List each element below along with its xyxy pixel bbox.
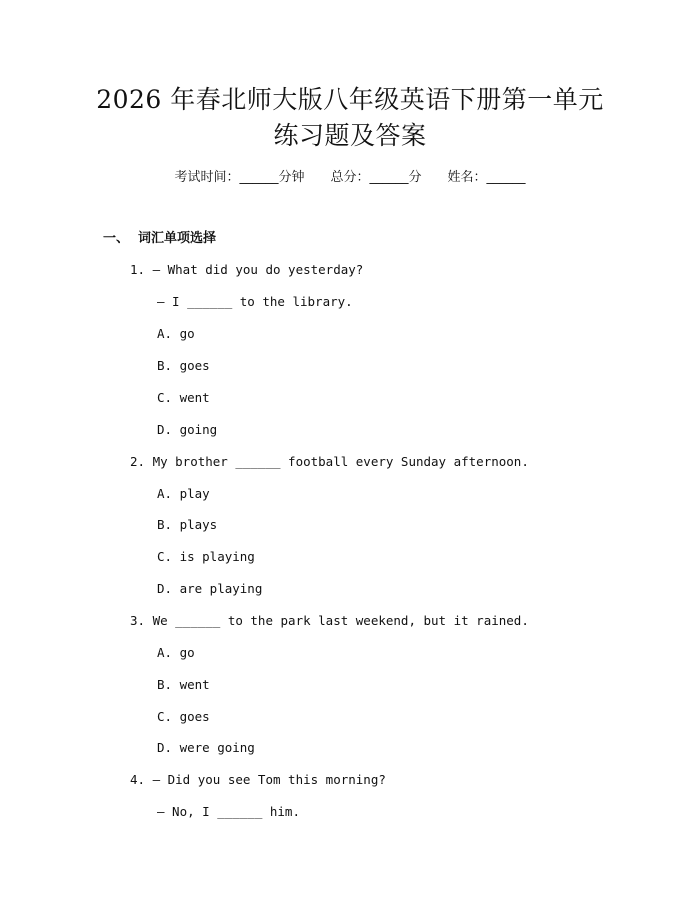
question-1-option-a: A. go [157, 326, 195, 341]
question-1-option-b: B. goes [157, 358, 210, 373]
question-1-option-d: D. going [157, 422, 218, 437]
title-line-2: 练习题及答案 [273, 121, 427, 150]
question-2-stem: 2. My brother ______ football every Sunday afternoon. [130, 454, 529, 469]
question-2-option-b: B. plays [157, 517, 218, 532]
question-4-response: — No, I ______ him. [157, 804, 300, 819]
question-3-option-a: A. go [157, 645, 195, 660]
question-4-stem: 4. — Did you see Tom this morning? [130, 772, 386, 787]
question-1-option-c: C. went [157, 390, 210, 405]
question-3-option-d: D. were going [157, 740, 255, 755]
exam-time-label: 考试时间：______分钟 [174, 170, 305, 185]
exam-info [0, 168, 700, 188]
question-3-option-b: B. went [157, 677, 210, 692]
question-3-stem: 3. We ______ to the park last weekend, but it rained. [130, 613, 529, 628]
student-name-label: 姓名：______ [447, 170, 526, 185]
title-line-1: 2026 年春北师大版八年级英语下册第一单元 [96, 85, 604, 114]
question-3-option-c: C. goes [157, 709, 210, 724]
question-1-response: — I ______ to the library. [157, 294, 353, 309]
question-2-option-a: A. play [157, 486, 210, 501]
section-heading: 一、 词汇单项选择 [103, 231, 217, 246]
question-2-option-c: C. is playing [157, 549, 255, 564]
question-1-stem: 1. — What did you do yesterday? [130, 262, 364, 277]
total-score-label: 总分：______分 [330, 170, 422, 185]
question-2-option-d: D. are playing [157, 581, 263, 596]
